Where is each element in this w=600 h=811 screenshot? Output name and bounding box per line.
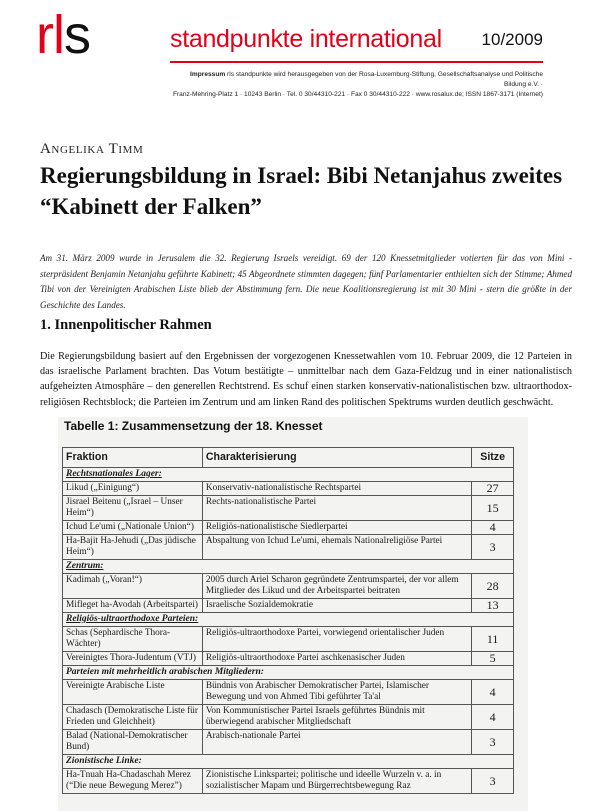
cell-charakter: Von Kommunistischer Partei Israels geführtes Bündnis mit überwiegend arabischer Mitgliedschaft [202, 705, 471, 730]
table-row [63, 521, 514, 535]
imprint-line1: rls standpunkte wird herausgegeben von der Rosa-Luxemburg-Stiftung, Gesellschaftsanalyse und Politische Bildung e.V. · [225, 71, 543, 88]
cell-charakter: Rechts-nationalistische Partei [202, 496, 471, 521]
table-row [63, 482, 514, 496]
group-label: Parteien mit mehrheitlich arabischen Mitgliedern: [63, 666, 514, 680]
article-author: Angelika Timm [40, 141, 144, 157]
table-row [63, 680, 514, 705]
header-charakterisierung: Charakterisierung [202, 448, 471, 468]
cell-fraktion: Ha-Tnuah Ha-Chadaschah Merez (“Die neue Bewegung Merez”) [63, 769, 203, 794]
imprint-line2: Franz-Mehring-Platz 1 · 10243 Berlin · Tel. 0 30/44310-221 · Fax 0 30/44310-222 · www.rosalux.de; ISSN 1867-3171 (Internet) [172, 91, 543, 98]
series-title: standpunkte international [170, 25, 442, 53]
header-sitze: Sitze [472, 448, 514, 468]
cell-sitze: 28 [472, 574, 514, 599]
cell-charakter: Bündnis von Arabischer Demokratischer Partei, Islamischer Bewegung und von Ahmed Tibi geführter Ta'al [202, 680, 471, 705]
group-label: Rechtsnationales Lager: [63, 468, 514, 482]
cell-sitze: 4 [472, 680, 514, 705]
group-row [63, 468, 514, 482]
header-rule [170, 61, 543, 63]
cell-sitze: 11 [472, 627, 514, 652]
cell-sitze: 3 [472, 769, 514, 794]
cell-fraktion: Ichud Le'umi („Nationale Union“) [63, 521, 203, 535]
table-row [63, 574, 514, 599]
cell-charakter: Religiös-ultraorthodoxe Partei, vorwiegend orientalischer Juden [202, 627, 471, 652]
table-row [63, 705, 514, 730]
logo-rl: rl [36, 5, 64, 65]
cell-sitze: 5 [472, 652, 514, 666]
issue-number: 10/2009 [481, 30, 543, 49]
cell-charakter: Abspaltung von Ichud Le'umi, ehemals Nationalreligiöse Partei [202, 535, 471, 560]
table-row [63, 652, 514, 666]
imprint [170, 70, 543, 100]
cell-charakter: Arabisch-nationale Partei [202, 730, 471, 755]
cell-charakter: Zionistische Linkspartei; politische und ideelle Wurzeln v. a. in sozialistischer Mapam und Bürgerrechtsbewegung Raz [202, 769, 471, 794]
knesset-table [62, 447, 514, 794]
table-row [63, 627, 514, 652]
group-label: Religiös-ultraorthodoxe Parteien: [63, 613, 514, 627]
cell-sitze: 15 [472, 496, 514, 521]
knesset-table-figure [58, 417, 528, 811]
cell-fraktion: Ha-Bajit Ha-Jehudi („Das jüdische Heim“) [63, 535, 203, 560]
page-header [0, 0, 600, 100]
cell-fraktion: Likud („Einigung“) [63, 482, 203, 496]
group-label: Zionistische Linke: [63, 755, 514, 769]
group-row [63, 755, 514, 769]
group-row [63, 666, 514, 680]
cell-sitze: 13 [472, 599, 514, 613]
table-row [63, 535, 514, 560]
table-title: Tabelle 1: Zusammensetzung der 18. Knesset [64, 419, 323, 433]
table-row [63, 730, 514, 755]
group-row [63, 560, 514, 574]
table-row [63, 769, 514, 794]
cell-charakter: Israelische Sozialdemokratie [202, 599, 471, 613]
cell-charakter: Konservativ-nationalistische Rechtspartei [202, 482, 471, 496]
cell-fraktion: Balad (National-Demokratischer Bund) [63, 730, 203, 755]
article-body: Die Regierungsbildung basiert auf den Ergebnissen der vorgezogenen Knessetwahlen vom 10. Februar 2009, die 12 Parteien in das israelische Parlament brachten. Das Votum bestätigte – unmittelbar nach dem Gaza-Feldzug und in einer nationalistisch aufgeheizten Atmosphäre – den generellen Rechtstrend. Es schuf einen starken konservativ-nationalistischen bzw. ultraorthodox-religiösen Rechtsblock; die Parteien im Zentrum und am linken Rand des politischen Spektrums wurden deutlich geschwächt. [40, 351, 572, 408]
cell-fraktion: Kadimah („Voran!“) [63, 574, 203, 599]
cell-charakter: Religiös-nationalistische Siedlerpartei [202, 521, 471, 535]
cell-fraktion: Chadasch (Demokratische Liste für Frieden und Gleichheit) [63, 705, 203, 730]
table-row [63, 599, 514, 613]
cell-sitze: 3 [472, 535, 514, 560]
cell-fraktion: Mifleget ha-Avodah (Arbeitspartei) [63, 599, 203, 613]
cell-sitze: 4 [472, 705, 514, 730]
table-header-row [63, 448, 514, 468]
article-title: Regierungsbildung in Israel: Bibi Netanjahus zweites “Kabinett der Falken” [40, 163, 563, 219]
cell-fraktion: Jisrael Beitenu („Israel – Unser Heim“) [63, 496, 203, 521]
table-row [63, 496, 514, 521]
cell-charakter: Religiös-ultraorthodoxe Partei aschkenasischer Juden [202, 652, 471, 666]
group-label: Zentrum: [63, 560, 514, 574]
cell-fraktion: Vereinigtes Thora-Judentum (VTJ) [63, 652, 203, 666]
cell-fraktion: Vereinigte Arabische Liste [63, 680, 203, 705]
article-lead: Am 31. März 2009 wurde in Jerusalem die 32. Regierung Israels vereidigt. 69 der 120 Knessetmitglieder votierten für das von Mini - sterpräsident Benjamin Netanjahu geführte Kabinett; 45 Abgeordnete stimmten dagegen; fünf Parlamentarier enthielten sich der Stimme; Ahmed Tibi von der Vereinigten Arabischen Liste blieb der Abstimmung fern. Die neue Koalitionsregierung ist mit 30 Mini - stern die größte in der Geschichte des Landes. [40, 253, 572, 310]
rls-logo [36, 5, 90, 65]
group-row [63, 613, 514, 627]
header-fraktion: Fraktion [63, 448, 203, 468]
cell-sitze: 27 [472, 482, 514, 496]
section-heading: 1. Innenpolitischer Rahmen [40, 317, 212, 333]
imprint-label: Impressum [190, 71, 226, 78]
cell-sitze: 3 [472, 730, 514, 755]
logo-s: s [63, 5, 90, 65]
cell-sitze: 4 [472, 521, 514, 535]
cell-fraktion: Schas (Sephardische Thora-Wächter) [63, 627, 203, 652]
cell-charakter: 2005 durch Ariel Scharon gegründete Zentrumspartei, der vor allem Mitglieder des Likud und der Arbeitspartei beitraten [202, 574, 471, 599]
